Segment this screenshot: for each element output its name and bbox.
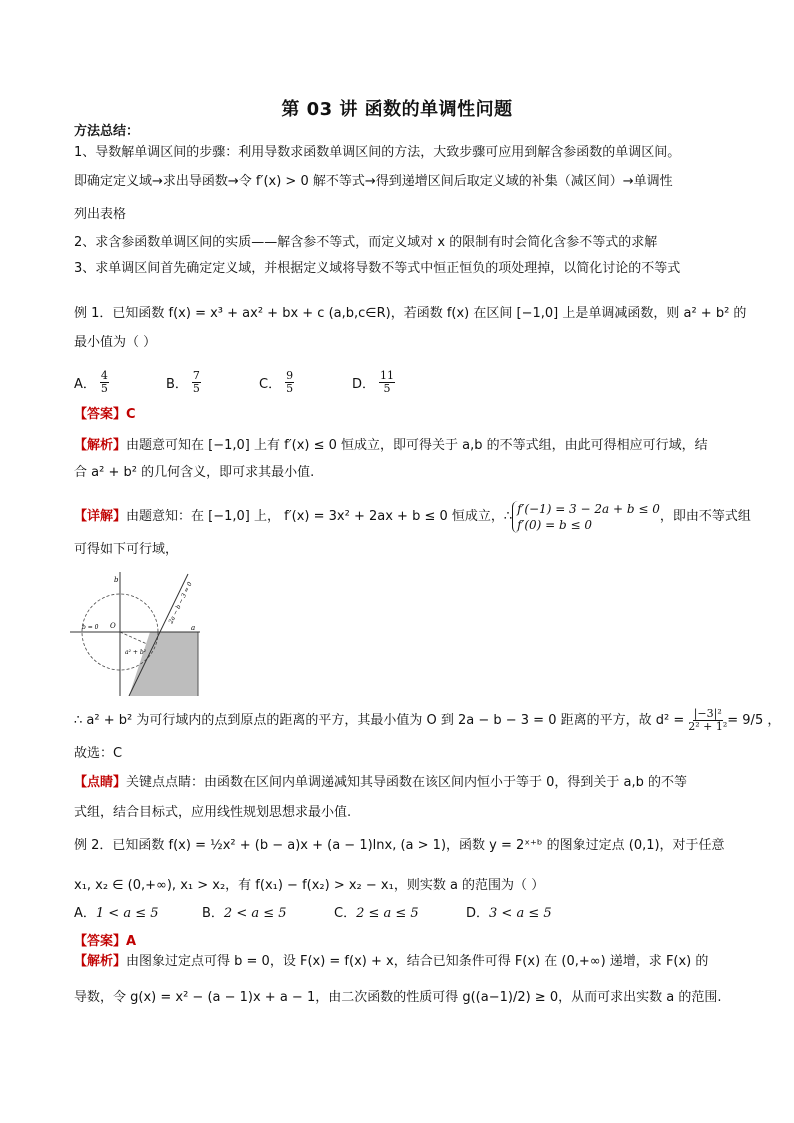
example1-detail: 【详解】 由题意知：在 [−1,0] 上， f′(x) = 3x² + 2ax + b ≤ 0 恒成立，∴ f′(−1) = 3 − 2a + b ≤ 0 f′(0) = b ≤ 0 ，即由不等式组 (74, 502, 751, 532)
example2-stem: 例 2．已知函数 f(x) = ½x² + (b − a)x + (a − 1)lnx, (a > 1)，函数 y = 2ˣ⁺ᵇ 的图象过定点 (0,1)，对于任意 (74, 838, 725, 853)
label-boundary: 2a − b − 3 = 0 (167, 580, 194, 625)
example1-comment-cont: 式组，结合目标式，应用线性规划思想求最小值. (74, 805, 352, 820)
example1-conclusion: ∴ a² + b² 为可行域内的点到原点的距离的平方，其最小值为 O 到 2a − b − 3 = 0 距离的平方，故 d² = $\frac{\text{|−3|²}}{\text{2² + 1²}}$ = 9/5 ， (74, 707, 781, 733)
option-a: A．1 < a ≤ 5 (74, 906, 159, 921)
summary-point-1-end: 列出表格 (74, 207, 127, 222)
option-c: C． $\frac{9}{5}$ (259, 368, 294, 395)
example1-analysis-cont: 合 a² + b² 的几何含义，即可求其最小值. (74, 465, 315, 480)
perpendicular-segment (120, 632, 147, 644)
option-b: B． $\frac{7}{5}$ (166, 368, 200, 395)
inequality-system: f′(−1) = 3 − 2a + b ≤ 0 f′(0) = b ≤ 0 (512, 501, 660, 533)
example1-detail-cont: 可得如下可行域， (74, 542, 179, 557)
option-b: B．2 < a ≤ 5 (202, 906, 287, 921)
feasible-region-figure (70, 572, 200, 696)
example2-analysis-cont: 导数，令 g(x) = x² − (a − 1)x + a − 1，由二次函数的性质可得 g((a−1)/2) ≥ 0，从而可求出实数 a 的范围. (74, 990, 722, 1005)
option-d: D． $\frac{11}{5}$ (352, 368, 395, 395)
summary-heading: 方法总结： (74, 124, 140, 139)
example2-answer: 【答案】A (74, 934, 137, 949)
example1-comment: 【点睛】关键点点睛：由函数在区间内单调递减知其导函数在该区间内恒小于等于 0，得到关于 a,b 的不等 (74, 775, 688, 790)
summary-point-2: 2、求含参函数单调区间的实质——解含参不等式，而定义域对 x 的限制有时会简化含参不等式的求解 (74, 235, 658, 250)
summary-point-3: 3、求单调区间首先确定定义域，并根据定义域将导数不等式中恒正恒负的项处理掉，以简化讨论的不等式 (74, 261, 681, 276)
example1-answer: 【答案】C (74, 407, 136, 422)
example2-analysis: 【解析】由图象过定点可得 b = 0，设 F(x) = f(x) + x，结合已知条件可得 F(x) 在 (0,+∞) 递增，求 F(x) 的 (74, 954, 709, 969)
feasible-region (129, 632, 198, 696)
label-a: a (191, 624, 196, 632)
example1-choose: 故选：C (74, 746, 123, 761)
option-a: A． $\frac{4}{5}$ (74, 368, 108, 395)
label-b: b (114, 576, 119, 584)
example1-options (74, 370, 494, 394)
label-circle: a² + b² (125, 649, 147, 656)
example1-stem-cont: 最小值为（ ） (74, 335, 157, 350)
label-origin: O (110, 622, 116, 630)
example1-analysis: 【解析】由题意可知在 [−1,0] 上有 f′(x) ≤ 0 恒成立，即可得关于 a,b 的不等式组，由此可得相应可行域，结 (74, 438, 708, 453)
summary-point-1: 1、导数解单调区间的步骤：利用导数求函数单调区间的方法，大致步骤可应用到解含参函数的单调区间。 (74, 145, 681, 160)
option-c: C．2 ≤ a ≤ 5 (334, 906, 419, 921)
label-b-zero: b = 0 (82, 624, 99, 631)
page-title: 第 03 讲 函数的单调性问题 (281, 99, 513, 120)
option-d: D．3 < a ≤ 5 (466, 906, 552, 921)
example1-stem: 例 1．已知函数 f(x) = x³ + ax² + bx + c (a,b,c∈R)，若函数 f(x) 在区间 [−1,0] 上是单调减函数，则 a² + b² 的 (74, 306, 747, 321)
example2-stem-cont: x₁, x₂ ∈ (0,+∞), x₁ > x₂，有 f(x₁) − f(x₂) > x₂ − x₁，则实数 a 的范围为（ ） (74, 878, 545, 893)
summary-point-1-cont: 即确定定义域→求出导函数→令 f′(x) > 0 解不等式→得到递增区间后取定义域的补集（减区间）→单调性 (74, 174, 673, 189)
